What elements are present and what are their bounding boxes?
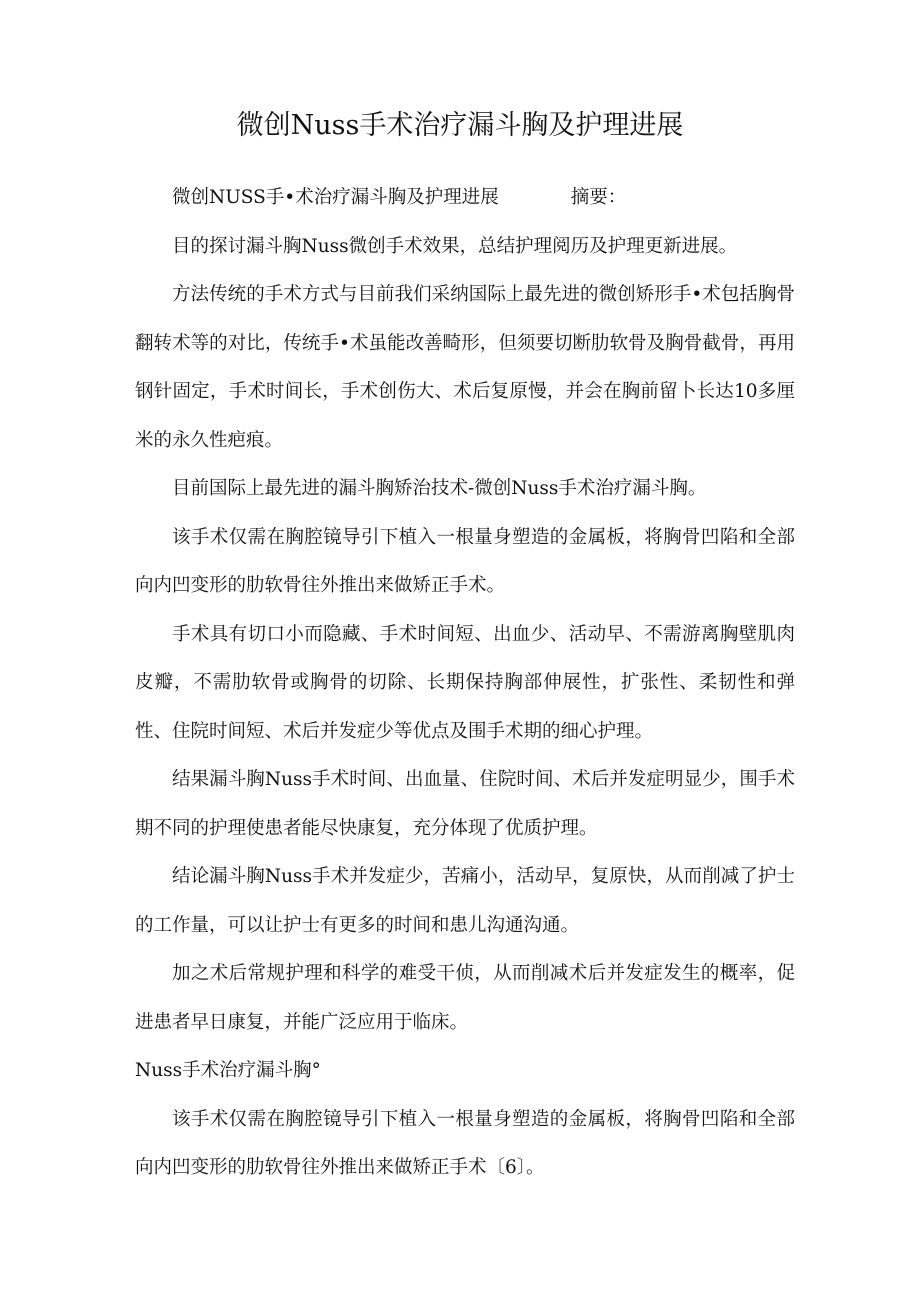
abstract-label: 摘要： (570, 187, 627, 208)
paragraph-nursing: 加之术后常规护理和科学的难受干侦，从而削减术后并发症发生的概率，促进患者早日康复，并能广泛应用于临床。 (135, 963, 795, 1033)
paragraph-methods: 方法传统的手术方式与目前我们采纳国际上最先进的微创矫形手•术包括胸骨翻转术等的对比，传统手•术虽能改善畸形，但须要切断肋软骨及胸骨截骨，再用钢针固定，手术时间长，手术创伤大、术后复原慢，并会在胸前留卜长达10多厘米的永久性疤痕。 (135, 284, 795, 451)
paragraph-procedure: 该手术仅需在胸腔镜导引下植入一根量身塑造的金属板，将胸骨凹陷和全部向内凹变形的肋软骨往外推出来做矫正手术。 (135, 526, 795, 596)
section-heading: Nuss手术治疗漏斗胸° (135, 1060, 321, 1081)
subtitle-text: 微创NUSS手•术治疗漏斗胸及护理进展 (172, 187, 499, 208)
paragraph-results: 结果漏斗胸Nuss手术时间、出血量、住院时间、术后并发症明显少，围手术期不同的护理使患者能尽快康复，充分体现了优质护理。 (135, 769, 795, 839)
document-title: 微创Nuss手术治疗漏斗胸及护理进展 (236, 110, 684, 141)
paragraph-objective: 目的探讨漏斗胸Nuss微创手术效果，总结护理阅历及护理更新进展。 (172, 235, 738, 257)
document-body (135, 174, 795, 1193)
paragraph-technique: 目前国际上最先进的漏斗胸矫治技术-微创Nuss手术治疗漏斗胸。 (172, 478, 707, 499)
paragraph-conclusion: 结论漏斗胸Nuss手术并发症少，苦痛小，活动早，复原快，从而削减了护士的工作量，可以让护士有更多的时间和患儿沟通沟通。 (135, 866, 795, 936)
subtitle-line (135, 174, 795, 223)
paragraph-advantages: 手术具有切口小而隐藏、手术时间短、出血少、活动早、不需游离胸壁肌肉皮瓣，不需肋软骨或胸骨的切除、长期保持胸部伸展性，扩张性、柔韧性和弹性、住院时间短、术后并发症少等优点及围手术期的细心护理。 (135, 623, 795, 742)
paragraph-final: 该手术仅需在胸腔镜导引下植入一根量身塑造的金属板，将胸骨凹陷和全部向内凹变形的肋软骨往外推出来做矫正手术〔6〕。 (135, 1108, 795, 1178)
